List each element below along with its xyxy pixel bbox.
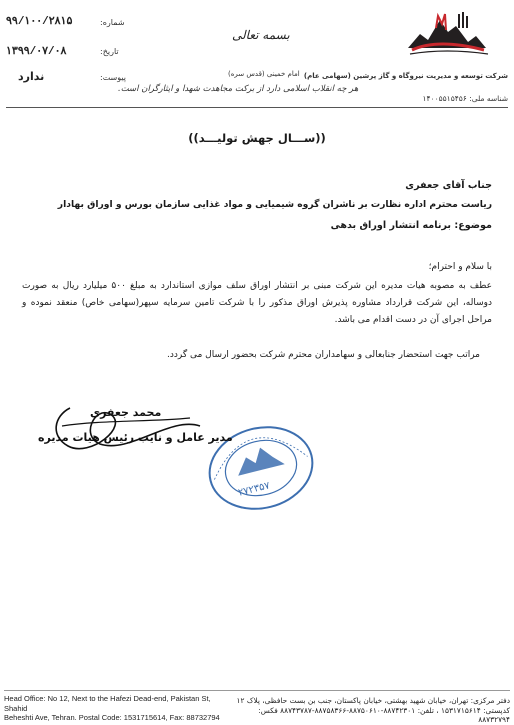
stamp-number: ۲۷۲۳۵۷ — [237, 480, 272, 499]
attachment-label: پیوست: — [100, 73, 127, 82]
letter-number-label: شماره: — [100, 18, 125, 27]
closing-paragraph: مراتب جهت استحضار جنابعالی و سهامداران محترم شرکت بحضور ارسال می گردد. — [167, 350, 480, 360]
national-id: شناسه ملی: ۱۴۰۰۵۵۱۵۴۵۶ — [422, 94, 508, 103]
footer-persian-line-2: کدپستی: ۱۵۳۱۷۱۵۶۱۴ ، تلفن: ۸۸۷۴۲۳۰۱-۸۸۷۵۰۶۱۰-۸۸۷۵۸۳۶۶-۸۸۷۴۳۷۸۷ فکس: ۸۸۷۳۲۷۹۴ — [258, 705, 510, 724]
recipient-position: ریاست محترم اداره نظارت بر ناشران گروه شیمیایی و مواد غذایی سازمان بورس و اوراق بهادار — [57, 199, 492, 210]
footer-rule — [4, 690, 510, 691]
footer-persian-line-1: دفتر مرکزی: تهران، خیابان شهید بهشتی، خیابان پاکستان، جنب بن بست حافظی، پلاک ۱۲ — [236, 696, 510, 705]
letter-date: ۱۳۹۹/۰۷/۰۸ — [6, 46, 67, 58]
footer-persian-address — [235, 696, 510, 725]
attachment-value: ندارد — [18, 70, 45, 83]
footer-english-line-2: Beheshti Ave, Tehran. Postal Code: 1531715614, Fax: 88732794 — [4, 713, 220, 722]
letter-number: ۹۹/۱۰۰/۲۸۱۵ — [6, 16, 73, 28]
header-rule — [6, 107, 508, 108]
recipient-greeting: جناب آقای جعفری — [405, 180, 492, 191]
letter-date-label: تاریخ: — [100, 47, 119, 56]
invocation: بسمه تعالی — [232, 28, 290, 42]
body-paragraph: عطف به مصوبه هیات مدیره این شرکت مبنی بر انتشار اوراق سلف موازی استاندارد به مبلغ ۵۰۰ میلیارد ریال به صورت دوساله، این شرکت قرارداد مشاوره پذیرش اوراق مذکور را با شرکت تامین سرمایه سپهر(سهامی خاص) منعقد نموده و مراحل اجرای آن در دست اقدام می باشد. — [22, 281, 492, 325]
company-logo — [398, 8, 508, 70]
signatory-title: مدیر عامل و نایب رئیس هیات مدیره — [38, 431, 233, 444]
letter-subject: موضوع: برنامه انتشار اوراق بدهی — [330, 220, 492, 231]
footer-english-address — [4, 694, 229, 723]
year-motto: ((ســـال جهش تولیـــد)) — [188, 131, 326, 145]
salutation: با سلام و احترام؛ — [428, 262, 492, 272]
signatory-name: محمد جعفری — [90, 406, 162, 419]
slogan-attribution: امام خمینی (قدس سره) — [228, 70, 300, 78]
company-name: شرکت توسعه و مدیریت نیروگاه و گاز پرشین (سهامی عام) — [303, 72, 508, 80]
footer-english-line-1: Head Office: No 12, Next to the Hafezi Dead-end, Pakistan St, Shahid — [4, 694, 211, 713]
slogan-text: هر چه انقلاب اسلامی دارد از برکت مجاهدت شهدا و ایثارگران است. — [118, 84, 359, 94]
